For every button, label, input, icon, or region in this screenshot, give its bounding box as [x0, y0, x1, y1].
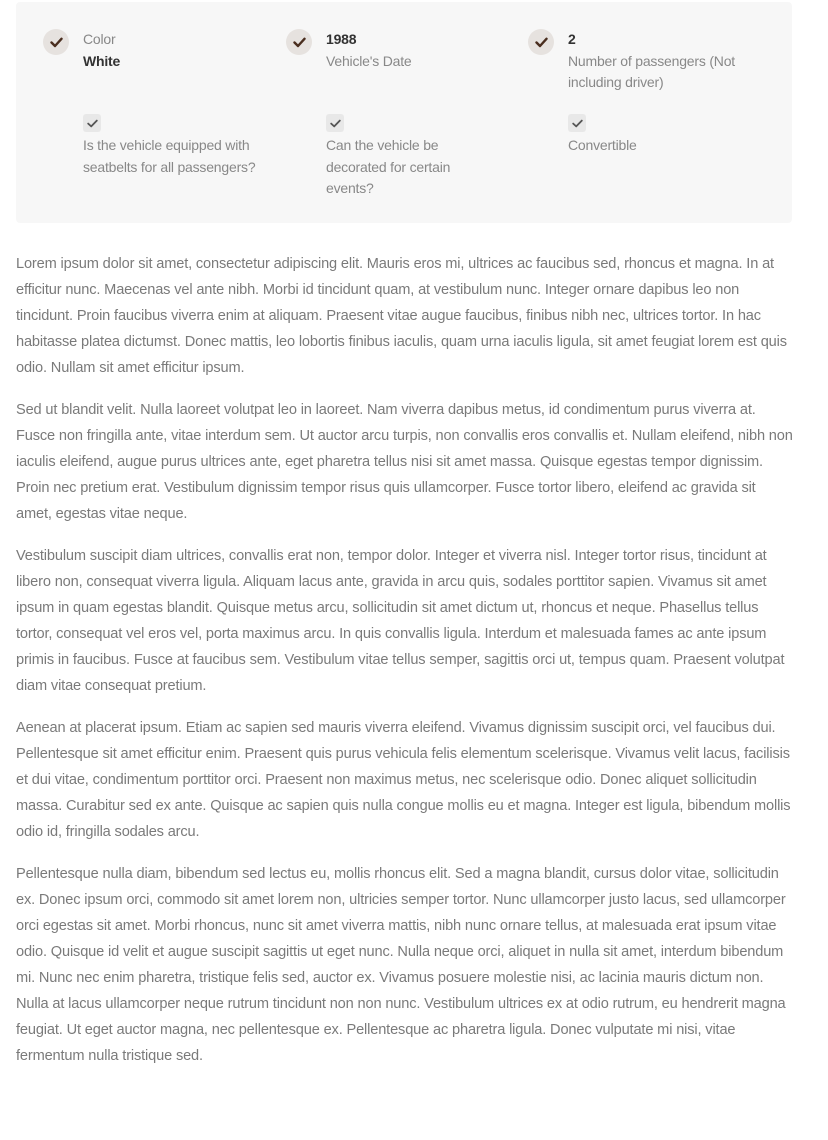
feature-seatbelts — [83, 135, 278, 178]
description-paragraph: Pellentesque nulla diam, bibendum sed lectus eu, mollis rhoncus elit. Sed a magna blandit, cursus dolor vitae, sollicitudin ex. Donec ipsum orci, commodo sit amet lorem non, ultricies semper tortor. Nunc ullamcorper justo lacus, sed ullamcorper orci egestas sit amet. Morbi rhoncus, nunc sit amet viverra mattis, nibh nunc ornare tellus, at malesuada erat ipsum vitae odio. Quisque id velit et augue suscipit sagittis ut eget nunc. Nulla neque orci, aliquet in nulla sit amet, interdum bibendum mi. Nunc nec enim pharetra, tristique felis sed, auctor ex. Vivamus posuere molestie nisi, ac lacinia mauris dictum non. Nulla at lacus ullamcorper neque rutrum tincidunt non non nunc. Vestibulum ultrices ex at odio rutrum, eu hendrerit magna feugiat. Ut eget auctor magna, nec pellentesque ex. Pellentesque ac pharetra ligula. Donec vulputate mi nisi, vitae fermentum nulla tristique sed. — [16, 866, 786, 1064]
feature-convertible — [568, 135, 748, 157]
feature-decorated-label: Can the vehicle be decorated for certain events? — [326, 137, 451, 196]
feature-decorated — [326, 135, 476, 200]
feature-passengers-value: 2 — [568, 31, 576, 47]
feature-date — [326, 29, 506, 72]
feature-date-label: Vehicle's Date — [326, 52, 412, 69]
vehicle-description — [16, 251, 794, 1085]
feature-seatbelts-label: Is the vehicle equipped with seatbelts for all passengers? — [83, 137, 256, 175]
checkmark-icon — [286, 29, 312, 55]
checkbox-checked-icon — [568, 114, 586, 132]
checkbox-checked-icon — [326, 114, 344, 132]
checkbox-checked-icon — [83, 114, 101, 132]
description-paragraph: Vestibulum suscipit diam ultrices, convallis erat non, tempor dolor. Integer et viverra nisl. Integer tortor risus, tincidunt at libero non, consequat viverra ligula. Aliquam lacus ante, gravida in arcu quis, sodales porttitor sapien. Vivamus sit amet ipsum in quam egestas blandit. Quisque metus arcu, sollicitudin sit amet dictum ut, rhoncus et neque. Phasellus tellus tortor, consequat vel eros vel, porta maximus arcu. In quis convallis ligula. Interdum et malesuada fames ac ante ipsum primis in faucibus. Fusce at faucibus sem. Vestibulum vitae tellus semper, sagittis orci ut, tempus quam. Praesent volutpat diam vitae consequat pretium. — [16, 548, 785, 694]
vehicle-features-panel — [16, 2, 792, 223]
feature-convertible-label: Convertible — [568, 137, 637, 153]
checkmark-icon — [43, 29, 69, 55]
description-paragraph: Aenean at placerat ipsum. Etiam ac sapien sed mauris viverra eleifend. Vivamus dignissim suscipit orci, vel faucibus dui. Pellentesque sit amet efficitur enim. Praesent quis purus vehicula felis elementum scelerisque. Vivamus velit lacus, facilisis et dui vitae, condimentum porttitor orci. Praesent non maximus metus, nec scelerisque odio. Donec aliquet sollicitudin massa. Curabitur sed ex ante. Quisque ac sapien quis nulla congue mollis eu et magna. Integer est ligula, bibendum mollis odio id, fringilla sodales arcu. — [16, 720, 791, 840]
feature-color-label: Color — [83, 31, 116, 47]
description-paragraph: Lorem ipsum dolor sit amet, consectetur adipiscing elit. Mauris eros mi, ultrices ac faucibus sed, rhoncus et magna. In at efficitur nunc. Maecenas vel ante nibh. Morbi id tincidunt quam, at vestibulum nunc. Integer ornare dapibus leo non tincidunt. Proin faucibus viverra enim at aliquam. Praesent vitae augue faucibus, finibus nibh nec, ultrices tortor. In hac habitasse platea dictumst. Donec mattis, leo lobortis finibus iaculis, quam urna iaculis ligula, sit amet feugiat lorem est quis odio. Nullam sit amet efficitur ipsum. — [16, 256, 787, 376]
feature-passengers-label: Number of passengers (Not including driver) — [568, 52, 735, 90]
feature-date-value: 1988 — [326, 31, 357, 47]
feature-color-value: White — [83, 52, 121, 69]
description-paragraph: Sed ut blandit velit. Nulla laoreet volutpat leo in laoreet. Nam viverra dapibus metus, id condimentum purus viverra at. Fusce non fringilla ante, vitae interdum sem. Ut auctor arcu turpis, non convallis eros convallis et. Nullam eleifend, nibh non iaculis eleifend, augue purus ultrices ante, eget pharetra tellus nisi sit amet massa. Quisque egestas tempor dignissim. Proin nec pretium erat. Vestibulum dignissim tempor risus quis ullamcorper. Fusce tortor libero, eleifend ac gravida sit amet, egestas vitae neque. — [16, 402, 793, 522]
checkmark-icon — [528, 29, 554, 55]
feature-color — [83, 29, 253, 72]
feature-passengers — [568, 29, 768, 94]
